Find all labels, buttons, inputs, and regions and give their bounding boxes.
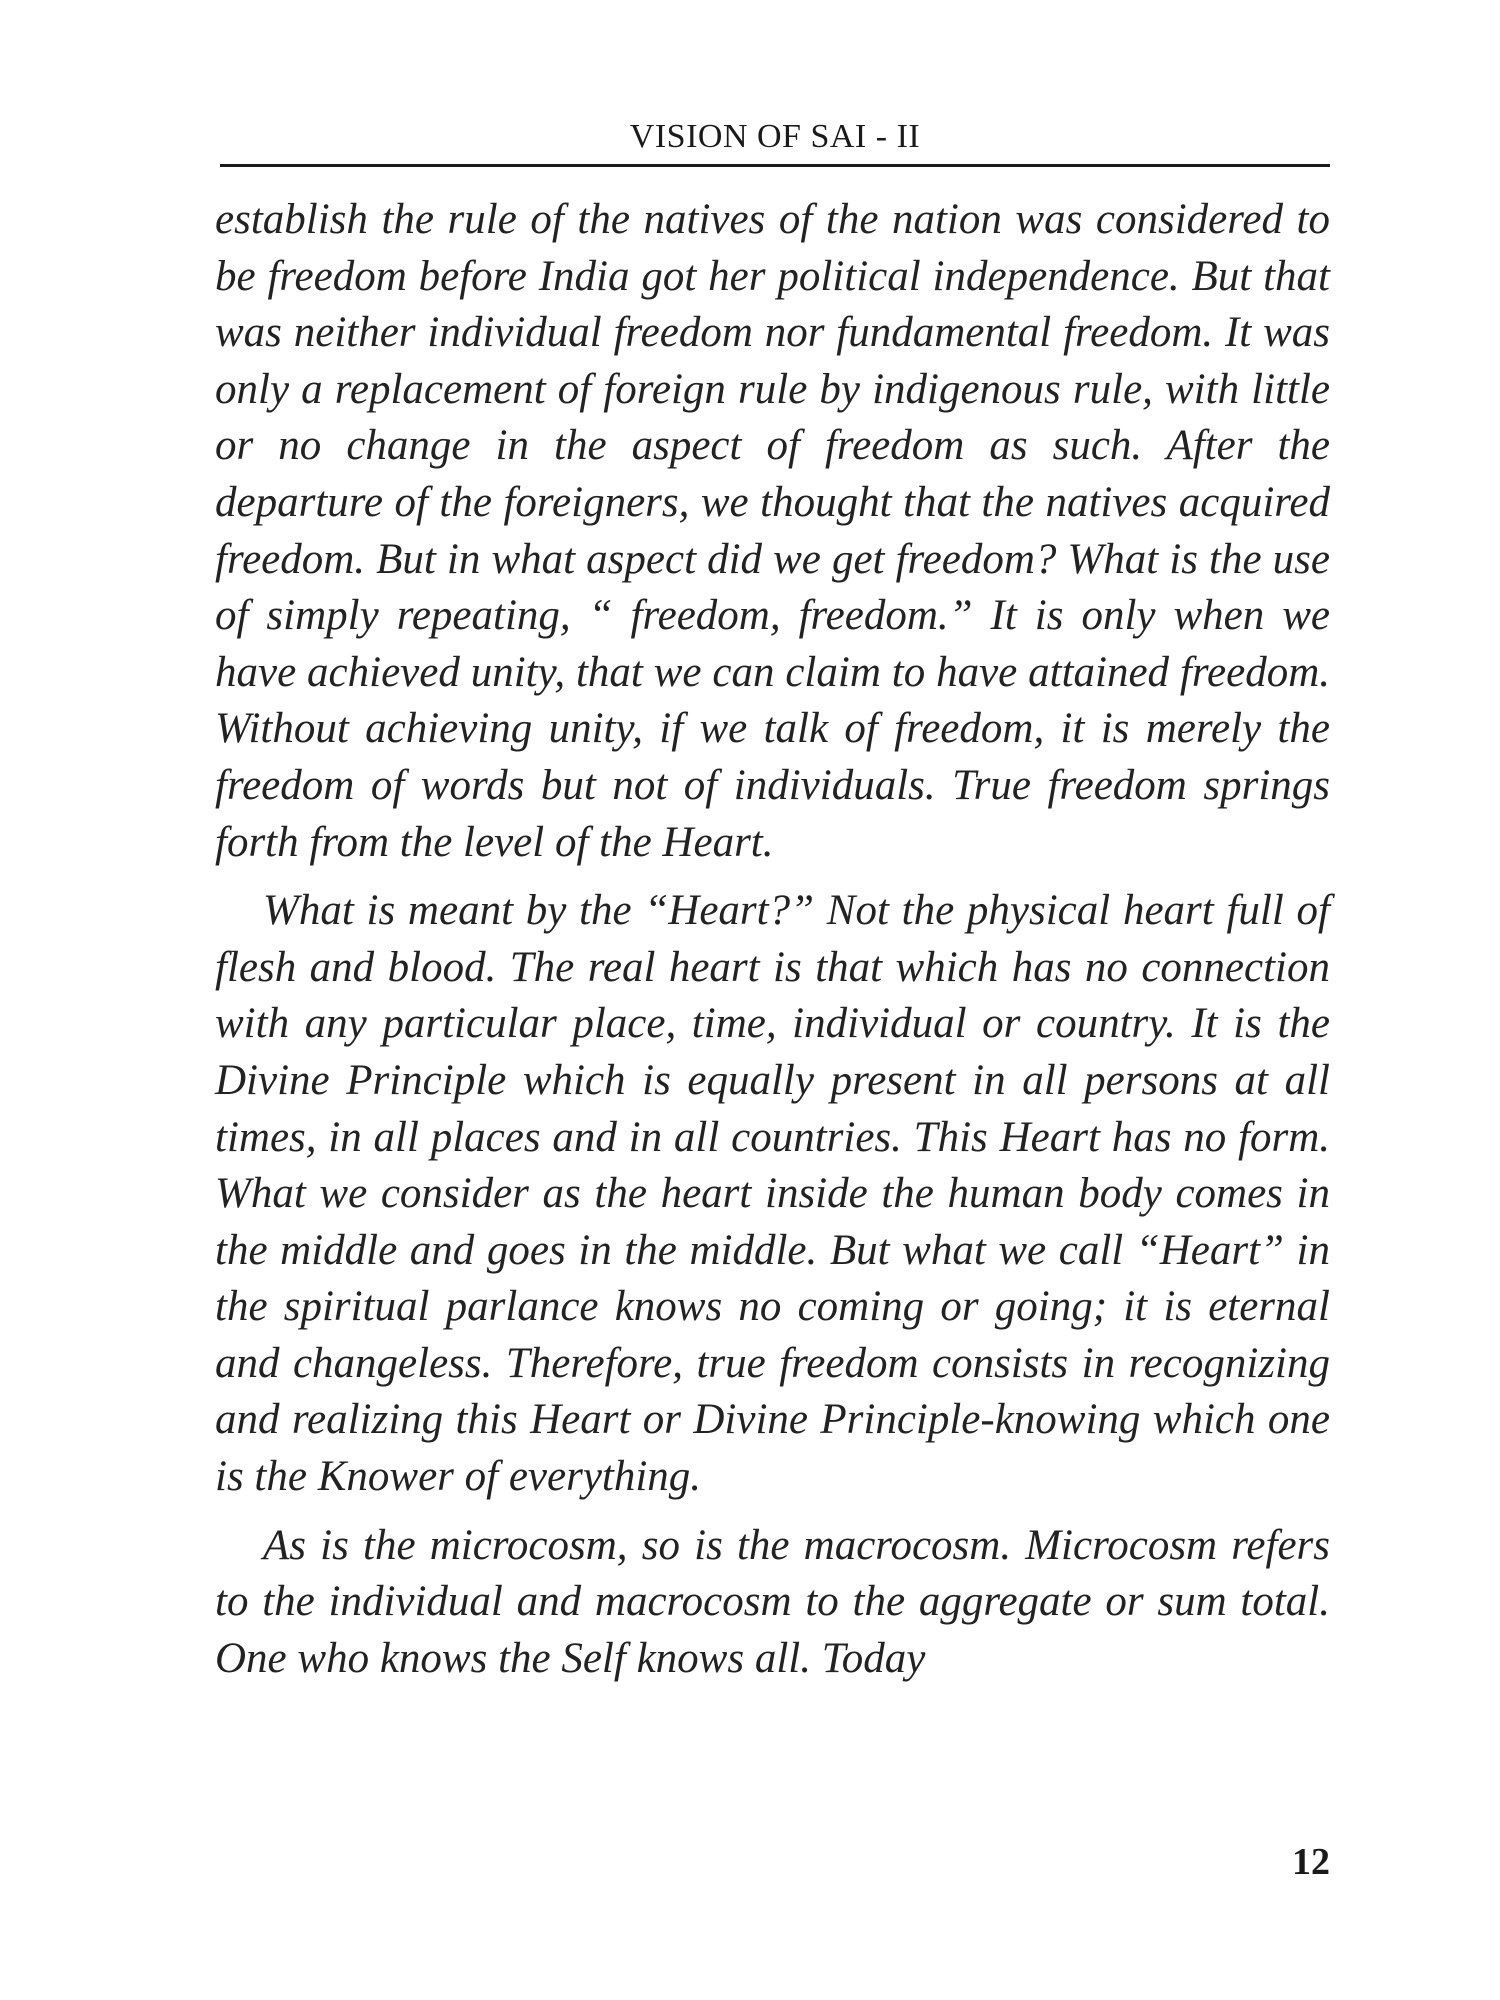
running-header: VISION OF SAI - II — [629, 118, 921, 155]
header-rule — [220, 164, 1330, 167]
paragraph-3: As is the microcosm, so is the macrocosm. Microcosm refers to the individual and macrocosm to the aggregate or sum total. One who knows the Self knows all. Today — [215, 1521, 1330, 1682]
body-text — [215, 192, 1330, 1687]
paragraph-1: establish the rule of the natives of the nation was considered to be freedom before India got her political independence. But that was neither individual freedom nor fundamental freedom. It was only a replacement of foreign rule by indigenous rule, with little or no change in the aspect of freedom as such. After the departure of the foreigners, we thought that the natives acquired freedom. But in what aspect did we get freedom? What is the use of simply repeating, “ freedom, freedom.” It is only when we have achieved unity, that we can claim to have attained freedom. Without achieving unity, if we talk of freedom, it is merely the freedom of words but not of individuals. True freedom springs forth from the level of the Heart. — [215, 196, 1330, 866]
paragraph-2: What is meant by the “Heart?” Not the physical heart full of flesh and blood. The real heart is that which has no connection with any particular place, time, individual or country. It is the Divine Principle which is equally present in all persons at all times, in all places and in all countries. This Heart has no form. What we consider as the heart inside the human body comes in the middle and goes in the middle. But what we call “Heart” in the spiritual parlance knows no coming or going; it is eternal and changeless. Therefore, true freedom consists in recognizing and realizing this Heart or Divine Principle-knowing which one is the Knower of everything. — [215, 887, 1330, 1501]
page-number: 12 — [1292, 1841, 1330, 1883]
